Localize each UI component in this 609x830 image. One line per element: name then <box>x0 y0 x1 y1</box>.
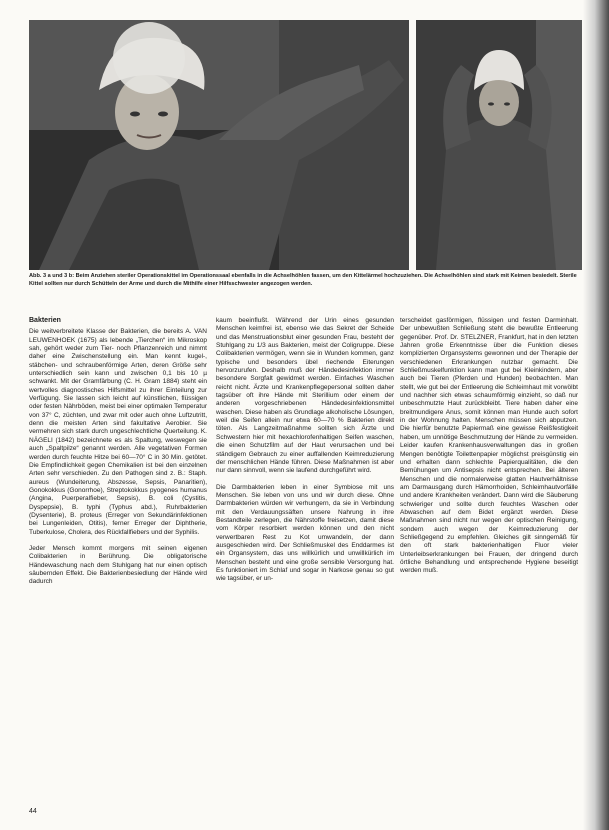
paragraph: kaum beeinflußt. Während der Urin eines gesunden Menschen keimfrei ist, ebenso wie das Sekret der Scheide und das Menstruationsblut einer gesunden Frau, besteht der Stuhlgang zu 1/3 aus Bakterien, meist der Coligruppe. Diese Colibakterien vermögen, wenn sie in Wunden kommen, ganz typische und besonders übel riechende Eiterungen hervorzurufen. Deshalb muß der Händedesinfektion immer besondere Sorgfalt gewidmet werden. Einfaches Waschen reicht nicht. Ärzte und Krankenpflegepersonal sollten daher tagsüber oft ihre Hände mit Sterillium oder einem der anderen vorgeschriebenen Händedesinfektionsmittel waschen. Diese haben als Grundlage alkoholische Lösungen, weil die Seifen allein nur etwa 60—70 % Bakterien direkt töten. Als Langzeitmaßnahme sollten sich Ärzte und Schwestern hier mit hexachlorofenhaltigen Seifen waschen, die einen Schutzfilm auf der Haut verursachen und bei ständigem Gebrauch zu einer auffallenden Keimreduzierung der menschlichen Hände führen. Diese Maßnahmen ist aber nur dann sinnvoll, wenn sie laufend durchgeführt wird. <box>216 317 394 475</box>
text-column-3 <box>400 317 578 584</box>
paragraph: Die Darmbakterien leben in einer Symbiose mit uns Menschen. Sie leben von uns und wir durch diese. Ohne Darmbakterien würden wir verhungern, da sie in Verbindung mit den Verdauungssäften unsere Nahrung in ihre Bestandteile zerlegen, die Nährstoffe freisetzen, damit diese vom Körper resorbiert werden können und den nicht verwertbaren Rest zu Kot umwandeln, der dann ausgeschieden wird. Der Schließmuskel des Enddarmes ist ein Organsystem, das uns willkürlich und unwillkürlich im Menschen besteht und eine große sensible Versorgung hat. Es funktioniert im Schlaf und sogar in Narkose genau so gut wie tagsüber, er un- <box>216 483 394 583</box>
text-column-2 <box>216 317 394 592</box>
section-heading: Bakterien <box>29 317 61 324</box>
page-number: 44 <box>29 808 37 815</box>
photo-3a <box>29 20 409 270</box>
paragraph: Die weitverbreitete Klasse der Bakterien, die bereits A. VAN LEUWENHOEK (1675) als lebende „Tierchen“ im Mikroskop sah, gehört weder zum Tier- noch Pflanzenreich und nimmt daher eine Zwischenstellung ein. Man kennt kugel-, stäbchen- und schraubenförmige Arten, deren Größe sehr unterschiedlich sein kann und zwischen 0,1 bis 10 µ schwankt. Mit der Gramfärbung (C. H. Gram 1884) steht ein wertvolles diagnostisches Hilfsmittel zu ihrer Einteilung zur Verfügung. Sie lassen sich leicht auf künstlichen, flüssigen oder festen Nährböden, meist bei einer optimalen Temperatur von 37° C, züchten, und zwar mit oder auch ohne Luftzutritt, denn die meisten Arten sind fakultative Aerobier. Sie vermehren sich stark durch ungeschlechtliche Querteilung. K. NÄGELI (1842) bezeichnete es als Spaltung, weswegen sie auch „Spaltpilze“ genannt werden. Alle vegetativen Formen werden durch feuchte Hitze bei 60—70° C in 30 Min. getötet. Die Empfindlichkeit gegen Chemikalien ist bei den einzelnen Arten sehr verschieden. Zu den Pathogen sind z. B.: Staph. aureus (Wundeiterung, Abszesse, Sepsis, Panaritien), Gonokokkus (Gonorrhoe), Streptokokkus pyogenes humanus (Angina, Puerperalfieber, Sepsis), B. coli (Cystitis, Dyspepsie), B. typhi (Typhus abd.), Ruhrbakterien (Dysenterie), B. proteus (Erreger von Sekundärinfektionen bei Lungenleiden, Otitis), ferner Erreger der Diphtherie, Tuberkulose, Cholera, des Rückfallfiebers und der Syphilis. <box>29 328 207 536</box>
text-column-1 <box>29 317 207 595</box>
paragraph: Jeder Mensch kommt morgens mit seinen eigenen Colibakterien in Berührung. Die obligatorische Händewaschung nach dem Stuhlgang hat nur einen optisch säubernden Effekt. Die Bakterienbesiedlung der Hände wird dadurch <box>29 544 207 586</box>
photo-3b <box>416 20 582 270</box>
figure-caption: Abb. 3 a und 3 b: Beim Anziehen steriler Operationskittel im Operationssaal ebenfalls in die Achselhöhlen fassen, um den Kittelärmel hochzuziehen. Die Achselhöhlen sind stark mit Keimen besiedelt. Sterile Kittel sollten nur durch Schütteln der Arme und durch die Mithilfe einer Hilfsschwester angezogen werden. <box>29 273 577 287</box>
photo-3a-illustration <box>29 20 409 270</box>
book-spine-shadow <box>583 0 609 830</box>
photo-gutter <box>409 20 416 270</box>
photo-3b-illustration <box>416 20 582 270</box>
paragraph: terscheidet gasförmigen, flüssigen und festen Darminhalt. Der unbewußten Schließung steht die bewußte Entleerung gegenüber. Prof. Dr. STELZNER, Frankfurt, hat in den letzten Jahren große Erkenntnisse über die Funktion dieses komplizierten Organsystems gewonnen und der Therapie der verschiedenen Erkrankungen nutzbar gemacht. Die Schließmuskelfunktion kann man gut bei Kleinkindern, aber auch bei Tieren (Pferden und Hunden) beobachten. Man stellt, wie gut bei der Entleerung die Schleimhaut mit vorwölbt und nachher sich etwas schaumförmig einzieht, so daß nur unbeschmutzte Haut zurückbleibt. Tiere haben daher eine breitmundigere Anus, somit können man Hunde auch sofort in der Wohnung halten. Menschen müssen sich abputzen. Die hierfür benutzte Papiermaß eine gewisse Reißfestigkeit haben, um unnötige Beschmutzung der Hände zu vermeiden. Leider kaufen Krankenhausverwaltungen das in großen Mengen benötigte Toilettenpapier möglichst preisgünstig ein und erhalten dann schlechte Papierqualitäten, die den Bemühungen um Antisepsis nicht entsprechen. Bei älteren Menschen und die normalerweise glatten Hautverhältnisse am Darmausgang durch Hämorrhoiden, Schleimhautvorfälle und andere Krankheiten verändert. Dann wird die Säuberung schwieriger und sollte durch feuchtes Waschen oder Abwaschen auf dem Bidet ergänzt werden. Diese Maßnahmen sind nicht nur wegen der optischen Reinigung, sondern auch wegen der Keimreduzierung der Schließgegend zu empfehlen. Gleiches gilt sinngemäß für den oft stark bakterienhaltigen Fluor vieler Unterleibserkrankungen bei Frauen, der dringend durch örtliche Behandlung und entsprechende Hygiene beseitigt werden muß. <box>400 317 578 575</box>
